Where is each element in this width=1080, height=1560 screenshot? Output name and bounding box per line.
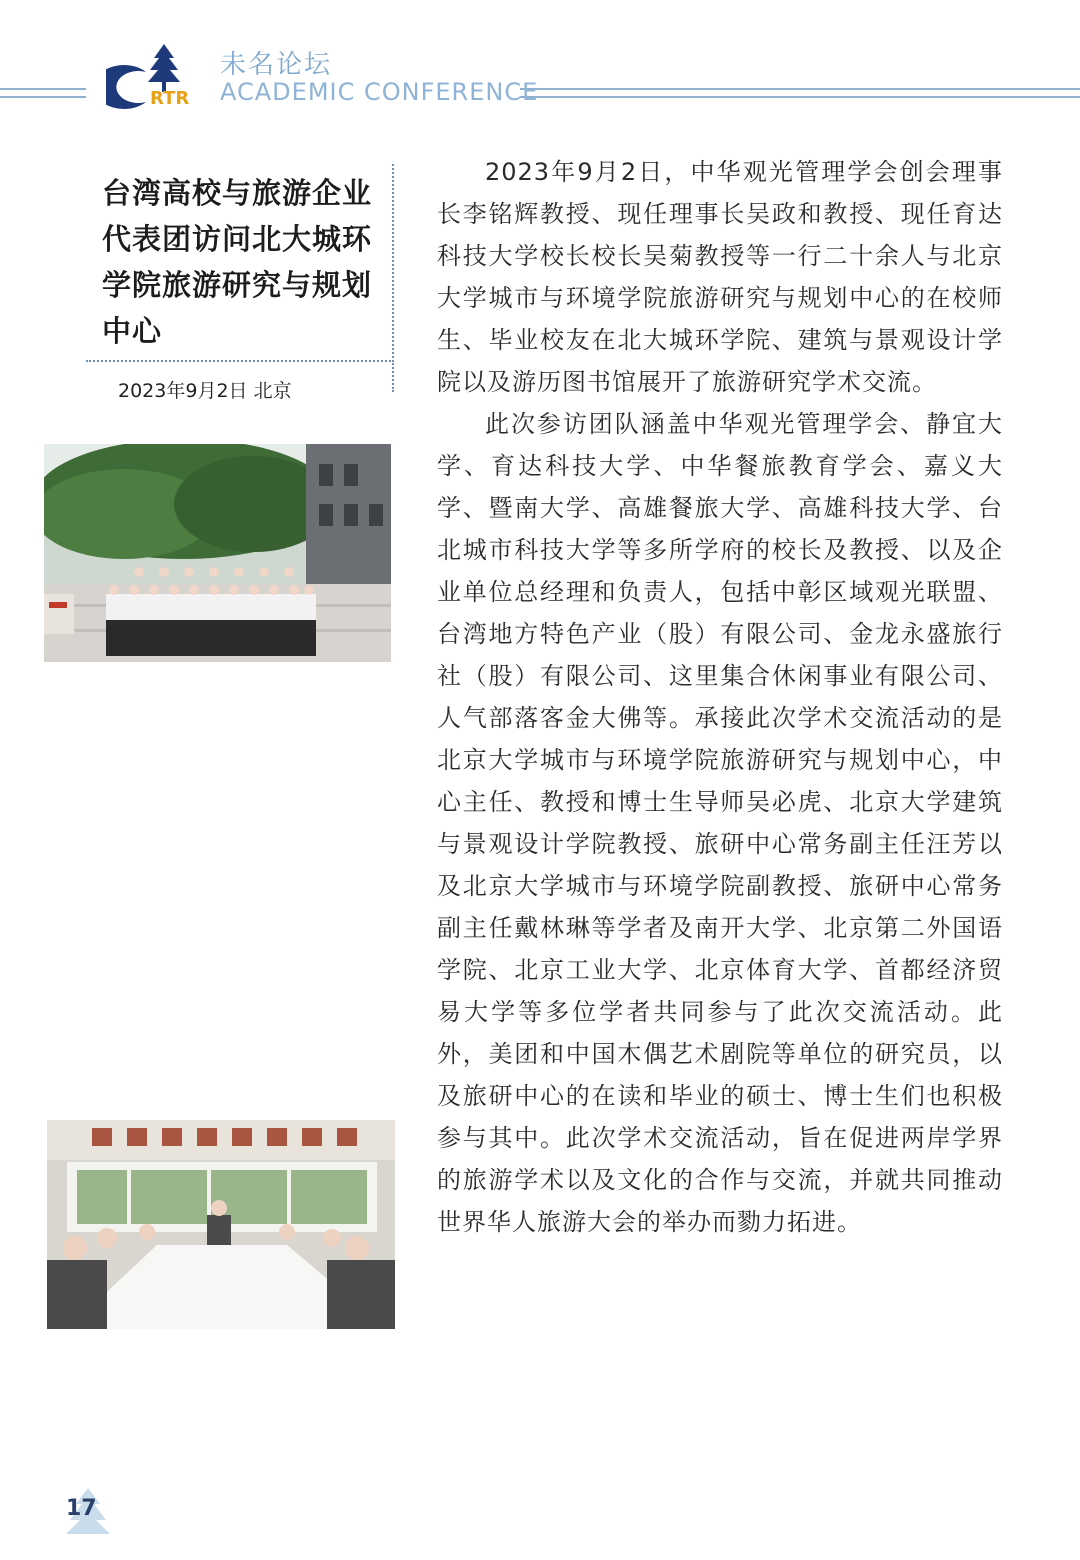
- rtr-logo: [106, 40, 206, 110]
- paragraph: 2023年9月2日，中华观光管理学会创会理事长李铭辉教授、现任理事长吴政和教授、现任育达科技大学校长校长吴菊教授等一行二十余人与北京大学城市与环境学院旅游研究与规划中心的在校师生、毕业校友在北大城环学院、建筑与景观设计学院以及游历图书馆展开了旅游研究学术交流。: [437, 158, 1003, 396]
- meeting-photo: [47, 1120, 395, 1329]
- article-dateline: 2023年9月2日 北京: [118, 380, 292, 402]
- article-body: [437, 151, 1003, 1243]
- svg-text:RTR: RTR: [150, 88, 190, 109]
- header-title-en: ACADEMIC CONFERENCE: [220, 78, 539, 106]
- page-number: 17: [66, 1496, 97, 1521]
- title-frame-extension: [392, 360, 394, 392]
- group-photo: [44, 444, 391, 662]
- paragraph: 此次参访团队涵盖中华观光管理学会、静宜大学、育达科技大学、中华餐旅教育学会、嘉义大学、暨南大学、高雄餐旅大学、高雄科技大学、台北城市科技大学等多所学府的校长及教授、以及企业单位总经理和负责人，包括中彰区域观光联盟、台湾地方特色产业（股）有限公司、金龙永盛旅行社（股）有限公司、这里集合休闲事业有限公司、人气部落客金大佛等。承接此次学术交流活动的是北京大学城市与环境学院旅游研究与规划中心，中心主任、教授和博士生导师吴必虎、北京大学建筑与景观设计学院教授、旅研中心常务副主任汪芳以及北京大学城市与环境学院副教授、旅研中心常务副主任戴林琳等学者及南开大学、北京第二外国语学院、北京工业大学、北京体育大学、首都经济贸易大学等多位学者共同参与了此次交流活动。此外，美团和中国木偶艺术剧院等单位的研究员，以及旅研中心的在读和毕业的硕士、博士生们也积极参与其中。此次学术交流活动，旨在促进两岸学界的旅游学术以及文化的合作与交流，并就共同推动世界华人旅游大会的举办而勠力拓进。: [437, 410, 1003, 1236]
- article-title: 台湾高校与旅游企业代表团访问北大城环学院旅游研究与规划中心: [102, 176, 373, 348]
- header-title-cn: 未名论坛: [220, 50, 333, 80]
- header-rule-left: [0, 88, 86, 100]
- header-rule-right: [520, 88, 1080, 100]
